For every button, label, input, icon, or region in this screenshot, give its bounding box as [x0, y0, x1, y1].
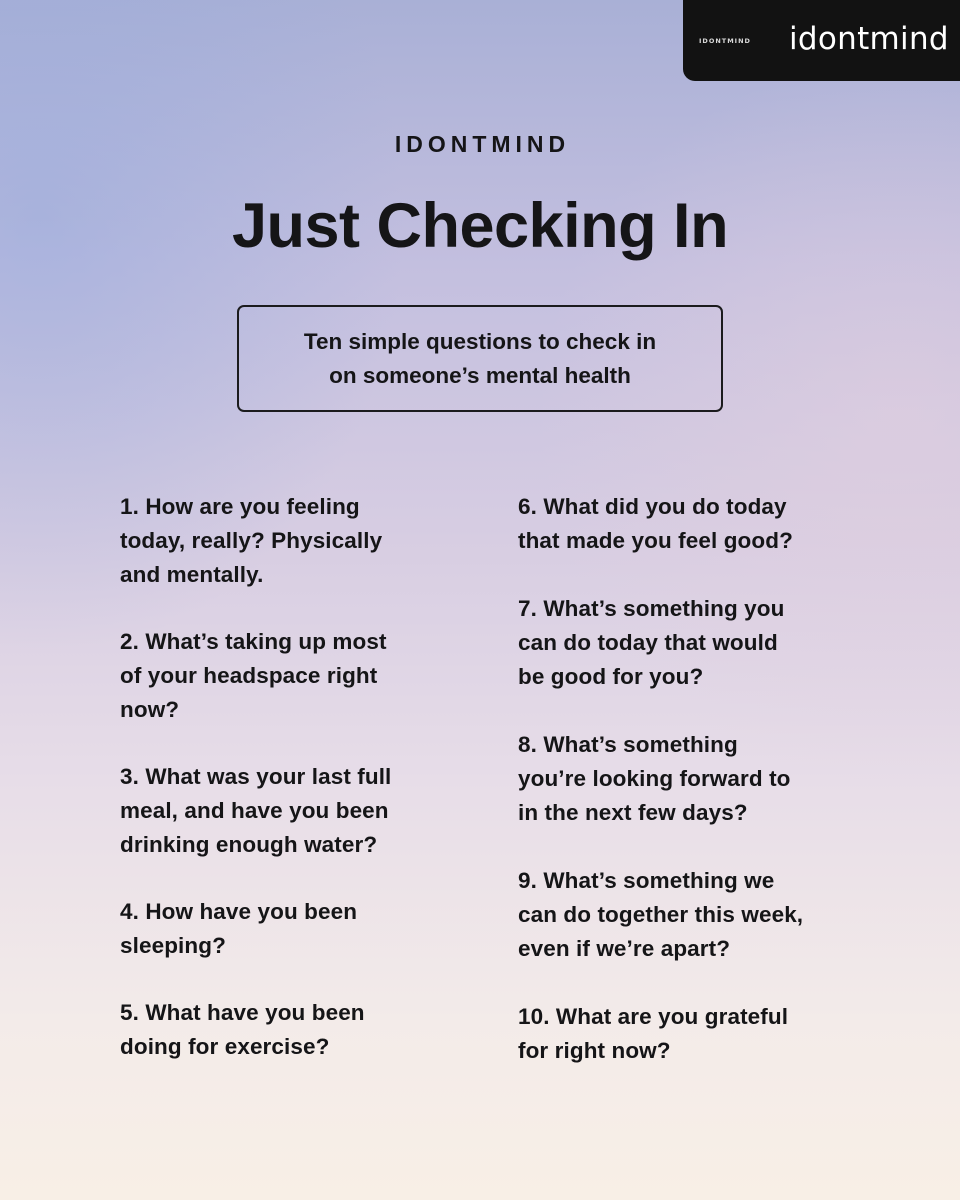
question-line: you’re looking forward to — [518, 766, 791, 791]
question-line: now? — [120, 697, 180, 722]
question-line: 9. What’s something we — [518, 868, 775, 893]
question-line: 3. What was your last full — [120, 764, 392, 789]
question-line: doing for exercise? — [120, 1034, 330, 1059]
question-line: of your headspace right — [120, 663, 378, 688]
subtitle-line-1: Ten simple questions to check in — [303, 328, 657, 354]
questions-right-column — [518, 490, 848, 1102]
question-line: drinking enough water? — [120, 832, 378, 857]
brand-wordmark: idontmind — [789, 20, 949, 57]
question-item — [518, 864, 848, 966]
question-line: can do today that would — [518, 630, 778, 655]
question-line: can do together this week, — [518, 902, 804, 927]
question-line: 2. What’s taking up most — [120, 629, 387, 654]
question-item — [518, 490, 848, 558]
page-title: Just Checking In — [231, 191, 729, 261]
subtitle-box — [237, 305, 723, 412]
question-line: meal, and have you been — [120, 798, 389, 823]
question-line: today, really? Physically — [120, 528, 383, 553]
question-line: sleeping? — [120, 933, 226, 958]
question-line: 1. How are you feeling — [120, 494, 360, 519]
question-line: 7. What’s something you — [518, 596, 785, 621]
question-item — [518, 592, 848, 694]
question-line: even if we’re apart? — [518, 936, 731, 961]
question-line: in the next few days? — [518, 800, 748, 825]
question-line: 8. What’s something — [518, 732, 738, 757]
question-item — [518, 728, 848, 830]
question-item — [120, 895, 440, 963]
question-item — [120, 490, 440, 592]
question-line: for right now? — [518, 1038, 671, 1063]
question-line: be good for you? — [518, 664, 704, 689]
subtitle-text — [265, 325, 695, 393]
question-item — [120, 760, 440, 862]
question-line: 10. What are you grateful — [518, 1004, 789, 1029]
question-item — [518, 1000, 848, 1068]
eyebrow-label: IDONTMIND — [394, 131, 571, 157]
question-line: 4. How have you been — [120, 899, 358, 924]
subtitle-line-2: on someone’s mental health — [329, 362, 631, 388]
question-line: 6. What did you do today — [518, 494, 787, 519]
questions-left-column — [120, 490, 440, 1097]
question-line: that made you feel good? — [518, 528, 793, 553]
brand-tab — [683, 0, 960, 81]
question-item — [120, 625, 440, 727]
question-line: and mentally. — [120, 562, 264, 587]
question-line: 5. What have you been — [120, 1000, 365, 1025]
question-item — [120, 996, 440, 1064]
brand-small-label: IDONTMIND — [699, 36, 751, 45]
